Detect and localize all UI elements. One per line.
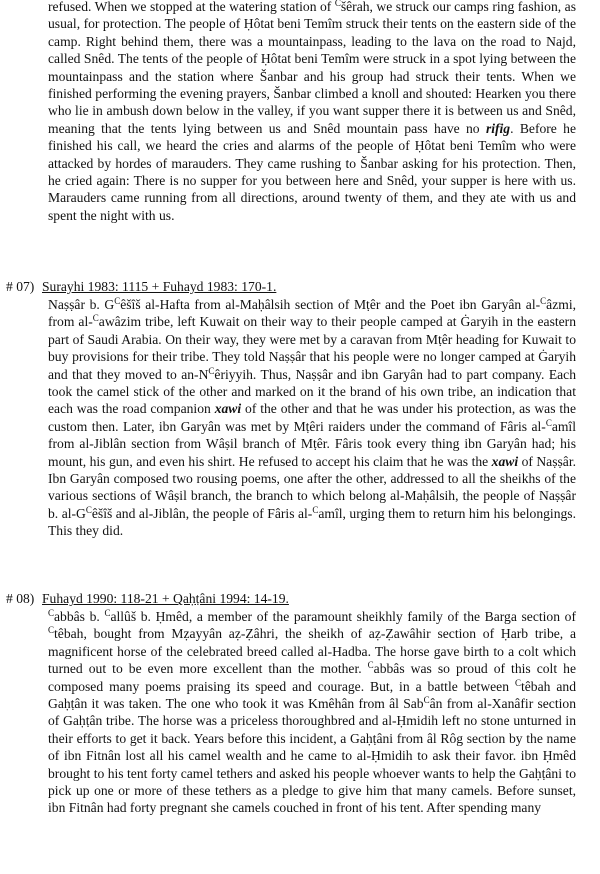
entry-08-text: $^C$abbâs b. $^C$allûš b. Ḥmêd, a member of the paramount sheikhly family of the Barga section of $^C$têbah, bought from Mẓayyân aẓ-Ẓâhri, the sheikh of aẓ-Ẓawâhir section of Ḥarb tribe, a magnificent horse of the celebrated breed called al-Hadba. The horse gave birth to a colt which turned out to be even more excellent than the mother. $^C$abbâs was so proud of this colt he composed many poems praising its speed and courage. But, in a battle between $^C$têbah and Gaḥṭân it was taken. The one who took it was Kmêhân from âl Sab$^C$ân from al-Xanâfir section of Gaḥṭân tribe. The horse was a priceless thoroughbred and al-Ḥmidih left no stone unturned in their efforts to get it back. Years before this incident, a Gaḥṭâni from âl Rôg section by the name of ibn Fitnân lost all his camel wealth and he came to al-Ḥmidih to ask their favor. ibn Ḥmêd brought to his tent forty camel tethers and asked his people whoever wants to help the Gaḥṭâni to pick up one or more of these tethers as a pledge to give him that many camels. Before sunset, ibn Fitnân had forty pregnant she camels couched in front of his tent. After spending many [48,608,576,816]
entry-08-source: Fuhayd 1990: 118-21 + Qaḥṭâni 1994: 14-19. [42,591,289,606]
entry-08-heading [6,590,289,607]
entry-07-text: Naṣṣâr b. $G^Cêšîš$ al-Hafta from al-Maḥâlsih section of Mṭêr and the Poet ibn Garyân al-$^C$âzmi, from al-$^C$awâzim tribe, left Kuwait on their way to their people camped at Ġaryih in the eastern part of Saudi Arabia. On their way, they were met by a caravan from Mṭêr heading for Kuwait to buy provisions for their tribe. They told Naṣṣâr that his people were no longer camped at Ġaryih and that they moved to $an-N^Cêriyyih$. Thus, Naṣṣâr and ibn Garyân had to part company. Each took the camel stick of the other and marked on it the brand of his own tribe, an indication that each was the road companion xawi of the other and that he was under his protection, as was the custom then. Later, ibn Garyân was met by Mṭêri raiders under the command of Fâris al-$^C$amîl from al-Jiblân section from Wâṣil branch of Mṭêr. Fâris took every thing ibn Garyân had; his mount, his gun, and even his shirt. He refused to accept his claim that he was the xawi of Naṣṣâr. Ibn Garyân composed two rousing poems, one after the other, addressed to all the sheikhs of the various sections of Wâṣil branch, the branch to which belong al-Maḥâlsih, the people of Naṣṣâr b. $al-G^Cêšîš$ and al-Jiblân, the people of Fâris al-$^C$amîl, urging them to return him his belongings. This they did. [48,296,577,539]
entry-07-heading [6,278,276,295]
entry-08-number: # 08) [6,591,35,606]
entry-07-number: # 07) [6,279,35,294]
paragraph-continued: refused. When we stopped at the watering station of $^C$šêrah, we struck our camps ring fashion, as usual, for protection. The people of Ḥôtat beni Temîm struck their tents on the eastern side of the camp. Right behind them, there was a mountainpass, leading to the lava on the road to Najd, called Snêd. The tents of the people of Ḥôtat beni Temîm were struck in a spot lying between the mountainpass and the station where Šanbar and his group had struck their tents. When we finished performing the evening prayers, Šanbar climbed a knoll and shouted: Hearken you there who lie in ambush down below in the valley, if you want supper there it is between us and Snêd, meaning that the tents lying between us and Snêd mountain pass have no rifig. Before he finished his call, we heard the cries and alarms of the people of Ḥôtat beni Temîm who were attacked by hordes of marauders. They came rushing to Šanbar asking for his protection. Then, he cried again: There is no supper for you between here and Snêd, your supper is here with us. Marauders came running from all directions, around twenty of them, and they ate with us and spent the night with us. [48,0,576,223]
entry-07-source: Surayhi 1983: 1115 + Fuhayd 1983: 170-1. [42,279,277,294]
